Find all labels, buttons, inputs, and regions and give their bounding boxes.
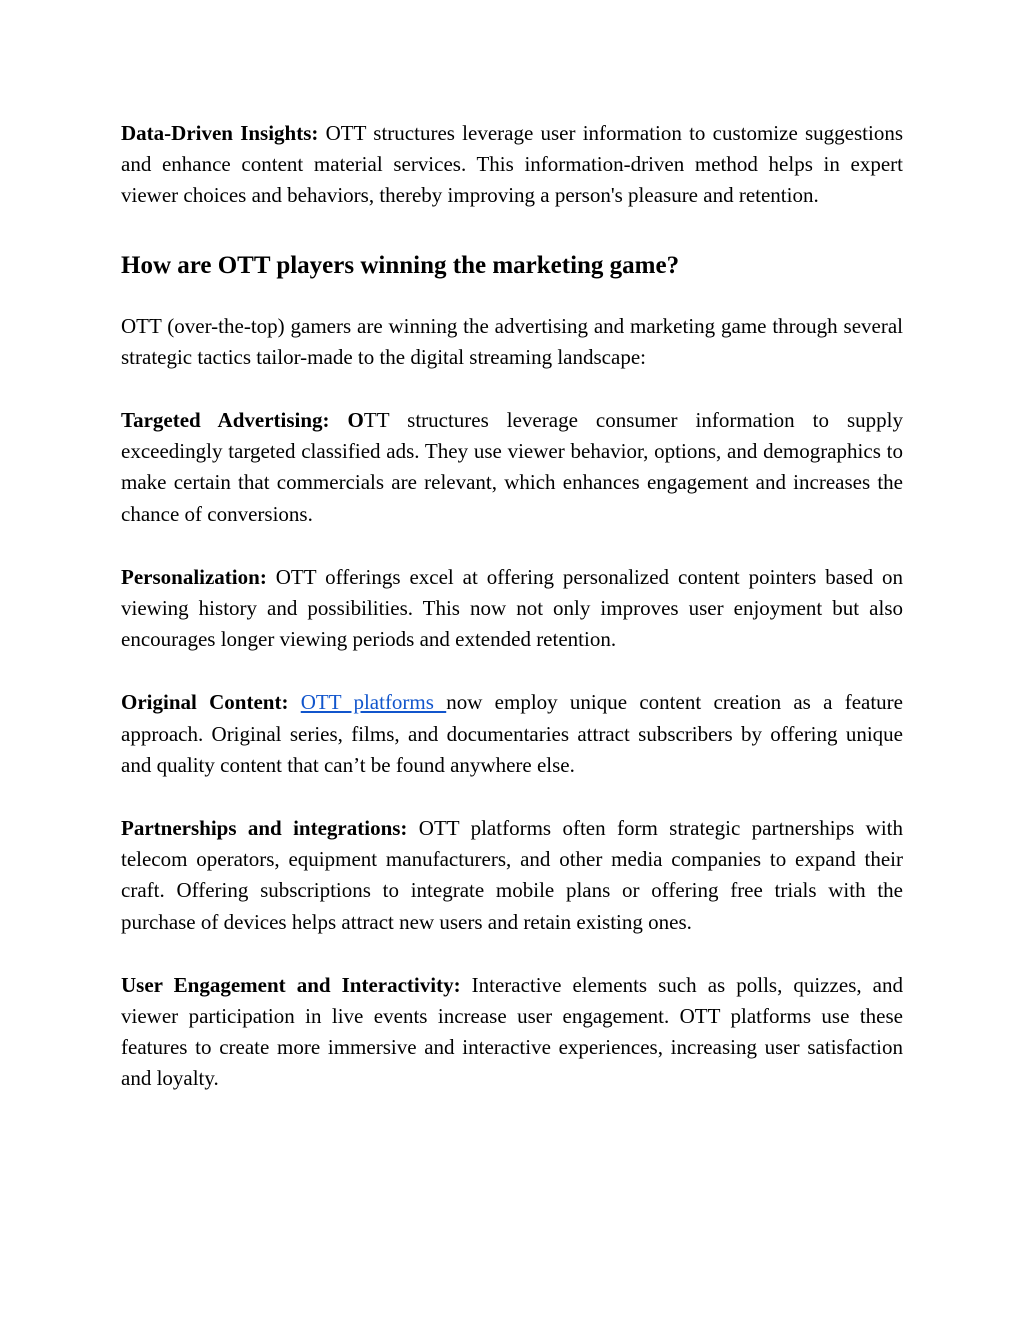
text-personalization: OTT offerings excel at offering personalized content pointers based on viewing history and possibilities. This now not only improves user enjoyment but also encourages longer viewing periods and extended retention. bbox=[121, 564, 903, 652]
section-heading: How are OTT players winning the marketing game? bbox=[121, 251, 680, 279]
paragraph-user-engagement bbox=[121, 970, 903, 1095]
text-original-content: now employ unique content creation as a feature approach. Original series, films, and documentaries attract subscribers by offering unique and quality content that can’t be found anywhere else. bbox=[121, 690, 904, 777]
lead-original-content: Original Content: bbox=[121, 690, 289, 715]
lead-personalization: Personalization: bbox=[121, 564, 267, 589]
paragraph-data-driven-insights bbox=[121, 118, 903, 212]
document-page bbox=[121, 118, 903, 1095]
text-targeted-advertising: TT structures leverage consumer information to supply exceedingly targeted classified ads. They use viewer behavior, options, and demographics to make certain that commercials are relevant, which enhances engagement and increases the chance of conversions. bbox=[121, 408, 903, 526]
lead-user-engagement: User Engagement and Interactivity: bbox=[121, 972, 461, 997]
lead-data-driven-insights: Data-Driven Insights: bbox=[121, 121, 319, 145]
paragraph-personalization bbox=[121, 562, 903, 656]
text-partnerships: OTT platforms often form strategic partnerships with telecom operators, equipment manufacturers, and other media companies to expand their craft. Offering subscriptions to integrate mobile plans or offering free trials with the purchase of devices helps attract new users and retain existing ones. bbox=[121, 816, 903, 934]
paragraph-targeted-advertising bbox=[121, 405, 903, 530]
ott-platforms-link[interactable]: OTT platforms bbox=[300, 690, 447, 715]
lead-targeted-advertising: Targeted Advertising: O bbox=[121, 408, 364, 433]
paragraph-intro: OTT (over-the-top) gamers are winning the advertising and marketing game through several strategic tactics tailor-made to the digital streaming landscape: bbox=[121, 313, 903, 369]
paragraph-partnerships bbox=[121, 813, 903, 938]
lead-partnerships: Partnerships and integrations: bbox=[121, 816, 408, 841]
text-user-engagement: Interactive elements such as polls, quizzes, and viewer participation in live events increase user engagement. OTT platforms use these features to create more immersive and interactive experiences, increasing user satisfaction and loyalty. bbox=[121, 972, 903, 1091]
text-data-driven-insights: OTT structures leverage user information to customize suggestions and enhance content material services. This information-driven method helps in expert viewer choices and behaviors, thereby improving a person's pleasure and retention. bbox=[121, 121, 904, 208]
paragraph-original-content bbox=[121, 687, 903, 781]
